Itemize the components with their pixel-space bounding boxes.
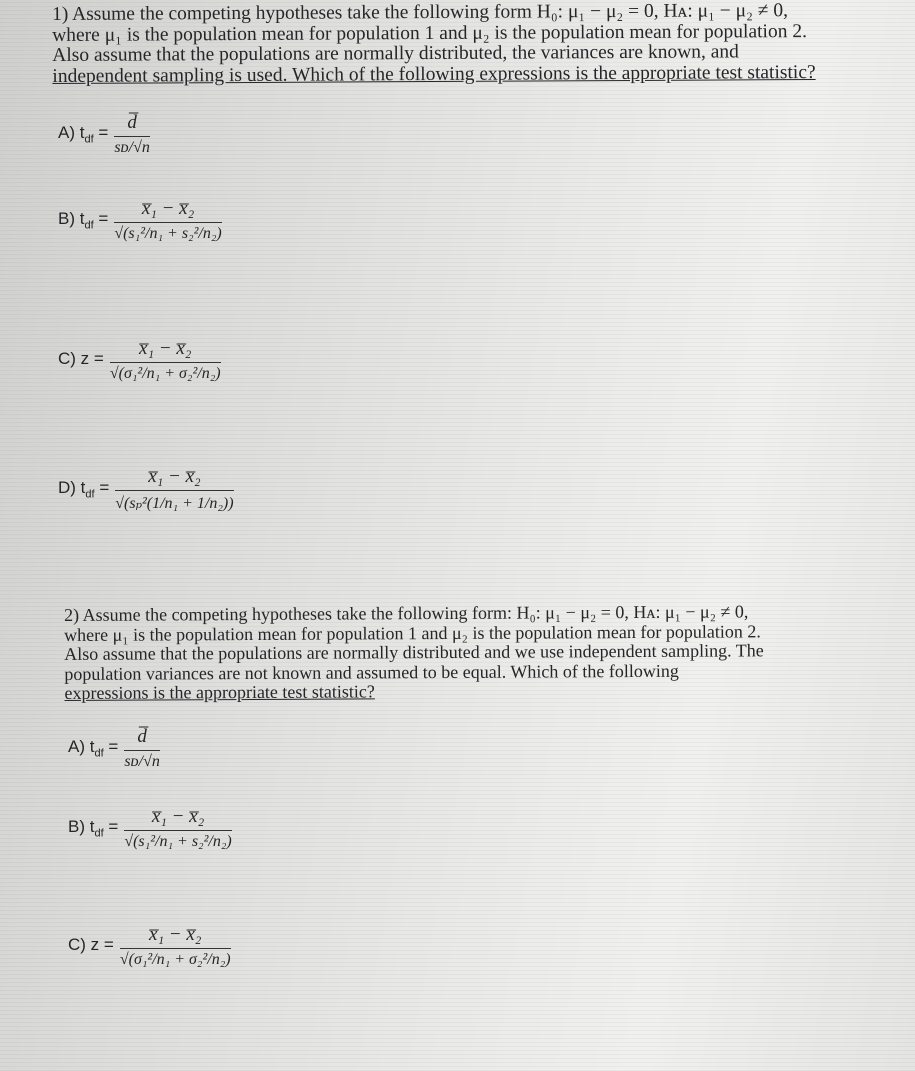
q1-line-2: where μ₁ is the population mean for population 1 and μ₂ is the population mean for population 2.	[52, 20, 807, 46]
q1-option-b-formula	[114, 198, 221, 243]
q1-option-d-label: D) $t_{df}$ =	[58, 478, 110, 501]
q2-option-a-label: A) $t_{df}$ =	[68, 737, 119, 760]
q1-option-d[interactable]	[58, 466, 234, 513]
q2-line-3: Also assume that the populations are normally distributed and we use independent sampling. The	[64, 640, 764, 664]
q1-option-c-formula	[110, 338, 221, 383]
q2-option-a[interactable]	[68, 726, 160, 771]
q2-option-b-formula	[124, 806, 231, 851]
q2-line-1: 2) Assume the competing hypotheses take the following form: H₀: μ₁ − μ₂ = 0, Hᴀ: μ₁ − μ₂ ≠ 0,	[63, 601, 749, 625]
q1-option-d-numerator: x̅₁ − x̅₂	[148, 466, 201, 487]
q1-option-d-formula	[115, 466, 233, 513]
q2-option-b-label: B) $t_{df}$ =	[68, 817, 119, 840]
question-2-text	[64, 602, 864, 704]
q1-option-c-label: C) z =	[58, 349, 104, 369]
q2-option-b-denominator: √(s₁²/n₁ + s₂²/n₂)	[124, 833, 232, 850]
q2-line-2: where μ₁ is the population mean for population 1 and μ₂ is the population mean for population 2.	[64, 620, 761, 645]
q1-option-b-denominator: √(s₁²/n₁ + s₂²/n₂)	[114, 225, 222, 242]
q1-option-a-formula	[114, 112, 150, 157]
q2-option-c-numerator: x̅₁ − x̅₂	[149, 924, 202, 945]
q1-line-3: Also assume that the populations are normally distributed, the variances are known, and	[52, 41, 739, 66]
q1-option-a-numerator: d̅	[127, 112, 137, 133]
q2-option-a-numerator: d̅	[137, 726, 147, 747]
q1-option-c[interactable]	[58, 338, 221, 383]
q1-line-4: independent sampling is used. Which of the following expressions is the appropriate test statistic?	[52, 61, 816, 87]
q1-option-a-denominator: sᴅ/√n	[114, 139, 150, 156]
q1-option-a-label: A) $t_{df}$ =	[58, 123, 109, 146]
q2-option-c-denominator: √(σ₁²/n₁ + σ₂²/n₂)	[119, 951, 231, 968]
q2-line-5: expressions is the appropriate test statistic?	[64, 681, 375, 703]
q1-line-1: 1) Assume the competing hypotheses take the following form H₀: μ₁ − μ₂ = 0, Hᴀ: μ₁ − μ₂ ≠ 0,	[51, 0, 788, 25]
q2-option-c-label: C) z =	[68, 935, 114, 955]
q2-option-b-numerator: x̅₁ − x̅₂	[151, 806, 205, 827]
q2-option-c[interactable]	[68, 924, 231, 969]
q1-option-a[interactable]	[58, 112, 150, 157]
q2-line-4: population variances are not known and assumed to be equal. Which of the following	[64, 660, 679, 684]
q2-option-b[interactable]	[68, 806, 232, 851]
q1-option-c-numerator: x̅₁ − x̅₂	[139, 338, 192, 359]
q1-option-b[interactable]	[58, 198, 222, 243]
q1-option-c-denominator: √(σ₁²/n₁ + σ₂²/n₂)	[109, 365, 221, 382]
q2-option-a-formula	[124, 726, 160, 771]
q1-option-b-numerator: x̅₁ − x̅₂	[141, 198, 195, 219]
q2-option-c-formula	[120, 924, 231, 969]
q2-option-a-denominator: sᴅ/√n	[124, 753, 160, 770]
q1-option-b-label: B) $t_{df}$ =	[58, 209, 109, 232]
q1-option-d-denominator: √(sₚ²(1/n₁ + 1/n₂))	[115, 495, 234, 512]
question-1-text	[52, 1, 902, 87]
